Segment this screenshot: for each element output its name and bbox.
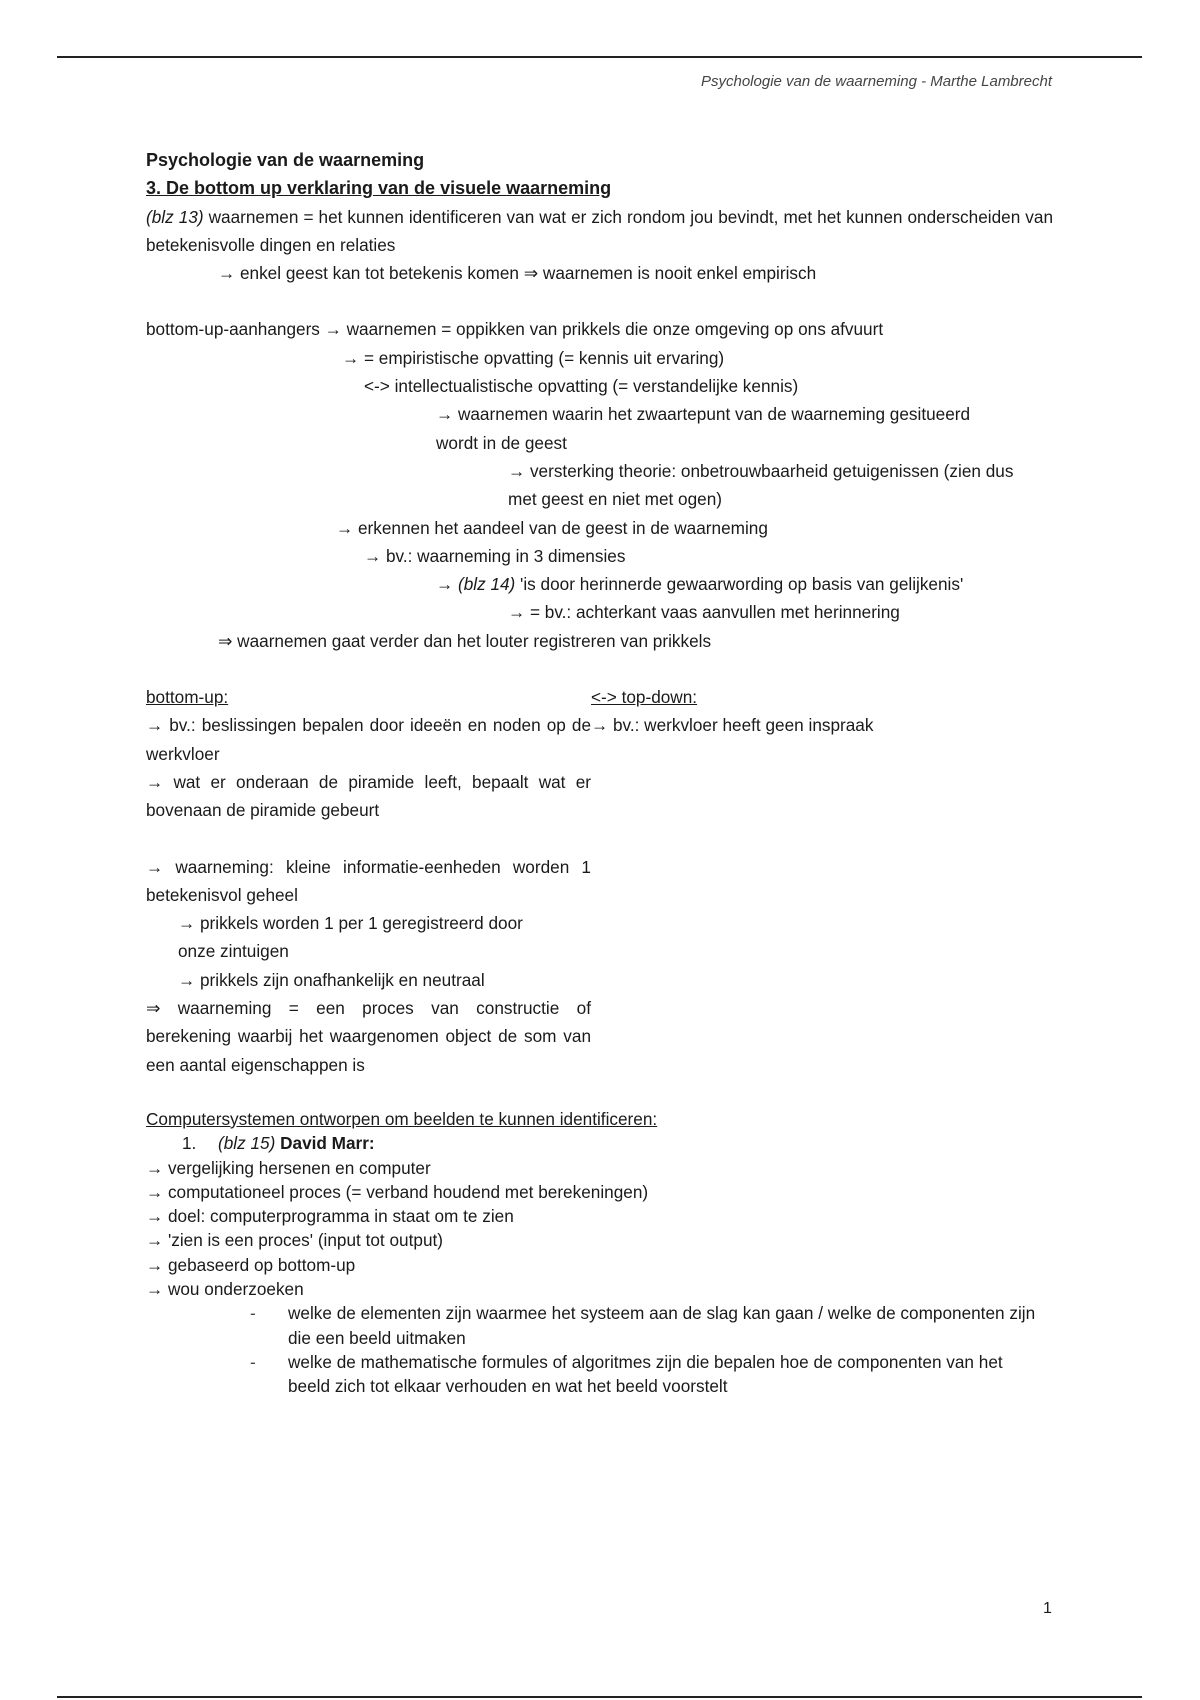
- list-line: → computationeel proces (= verband houdend met berekeningen): [146, 1181, 649, 1202]
- page-reference: (blz 13): [146, 206, 204, 227]
- numbered-item: 1. (blz 15) David Marr:: [182, 1133, 375, 1154]
- bullet-item: - welke de elementen zijn waarmee het systeem aan de slag kan gaan / welke de componenten zijn die een beeld uitmaken: [250, 1303, 1036, 1348]
- footer-rule: [57, 1696, 1142, 1698]
- bottom-up-line-1: bottom-up-aanhangers → waarnemen = oppikken van prikkels die onze omgeving op ons afvuurt: [146, 319, 884, 340]
- top-down-heading: <-> top-down:: [591, 687, 698, 708]
- list-line: → gebaseerd op bottom-up: [146, 1254, 356, 1275]
- page-number: 1: [1043, 1600, 1052, 1617]
- page-reference: (blz 15): [218, 1133, 276, 1154]
- bottom-up-column: [146, 683, 591, 1079]
- intro-conclusion: → enkel geest kan tot betekenis komen ⇒ waarnemen is nooit enkel empirisch: [218, 263, 817, 284]
- bottom-up-line-6: → erkennen het aandeel van de geest in de waarneming: [336, 517, 768, 538]
- comparison-columns: [146, 683, 1053, 1079]
- page-reference: (blz 14): [457, 574, 516, 595]
- column-line: → waarneming: kleine informatie-eenheden worden 1 betekenisvol geheel: [146, 856, 591, 905]
- column-line: → wat er onderaan de piramide leeft, bepaalt wat er bovenaan de piramide gebeurt: [146, 771, 591, 821]
- bullet-item: - welke de mathematische formules of algoritmes zijn die bepalen hoe de componenten van het beeld zich tot elkaar verhouden en wat het beeld voorstelt: [250, 1351, 1003, 1397]
- computer-systems-section: [146, 1107, 1053, 1399]
- list-line: → vergelijking hersenen en computer: [146, 1157, 431, 1178]
- bottom-up-line-7: → bv.: waarneming in 3 dimensies: [364, 545, 626, 566]
- list-line: → wou onderzoeken: [146, 1278, 304, 1299]
- column-line: ⇒ waarneming = een proces van constructie of berekening waarbij het waargenomen object de som van een aantal eigenschappen is: [146, 998, 591, 1075]
- bottom-up-line-8: → (blz 14) 'is door herinnerde gewaarwording op basis van gelijkenis': [436, 574, 964, 595]
- bottom-up-line-2: → = empiristische opvatting (= kennis uit ervaring): [342, 347, 725, 368]
- author-name: David Marr:: [280, 1133, 375, 1154]
- intro-paragraph: [146, 203, 1053, 260]
- bottom-up-line-4: → waarnemen waarin het zwaartepunt van de waarneming gesitueerd wordt in de geest: [436, 404, 971, 453]
- column-line: → bv.: beslissingen bepalen door ideeën en noden op de werkvloer: [146, 715, 591, 764]
- document-body: [146, 146, 1053, 1398]
- column-line: → bv.: werkvloer heeft geen inspraak: [591, 715, 874, 736]
- running-header: Psychologie van de waarneming - Marthe Lambrecht: [700, 73, 1052, 90]
- list-line: → 'zien is een proces' (input tot output): [146, 1230, 443, 1251]
- list-line: → doel: computerprogramma in staat om te zien: [146, 1206, 514, 1227]
- bottom-up-heading: bottom-up:: [146, 687, 229, 708]
- bottom-up-conclusion: ⇒ waarnemen gaat verder dan het louter registreren van prikkels: [218, 630, 712, 651]
- bottom-up-line-9: → = bv.: achterkant vaas aanvullen met herinnering: [508, 602, 900, 623]
- computer-systems-heading: Computersystemen ontworpen om beelden te kunnen identificeren:: [146, 1108, 658, 1129]
- header-rule: [57, 56, 1142, 58]
- top-down-column: [591, 683, 1031, 1079]
- bottom-up-line-3: <-> intellectualistische opvatting (= verstandelijke kennis): [364, 376, 799, 397]
- column-line: → prikkels worden 1 per 1 geregistreerd door onze zintuigen: [178, 913, 523, 962]
- column-line: → prikkels zijn onafhankelijk en neutraal: [178, 969, 485, 990]
- section-heading: 3. De bottom up verklaring van de visuele waarneming: [146, 178, 612, 199]
- document-title: Psychologie van de waarneming: [146, 150, 425, 170]
- intro-text: waarnemen = het kunnen identificeren van wat er zich rondom jou bevindt, met het kunnen onderscheiden van betekenisvolle dingen en relaties: [146, 206, 1054, 255]
- bottom-up-line-5: → versterking theorie: onbetrouwbaarheid getuigenissen (zien dus met geest en niet met ogen): [508, 460, 1014, 510]
